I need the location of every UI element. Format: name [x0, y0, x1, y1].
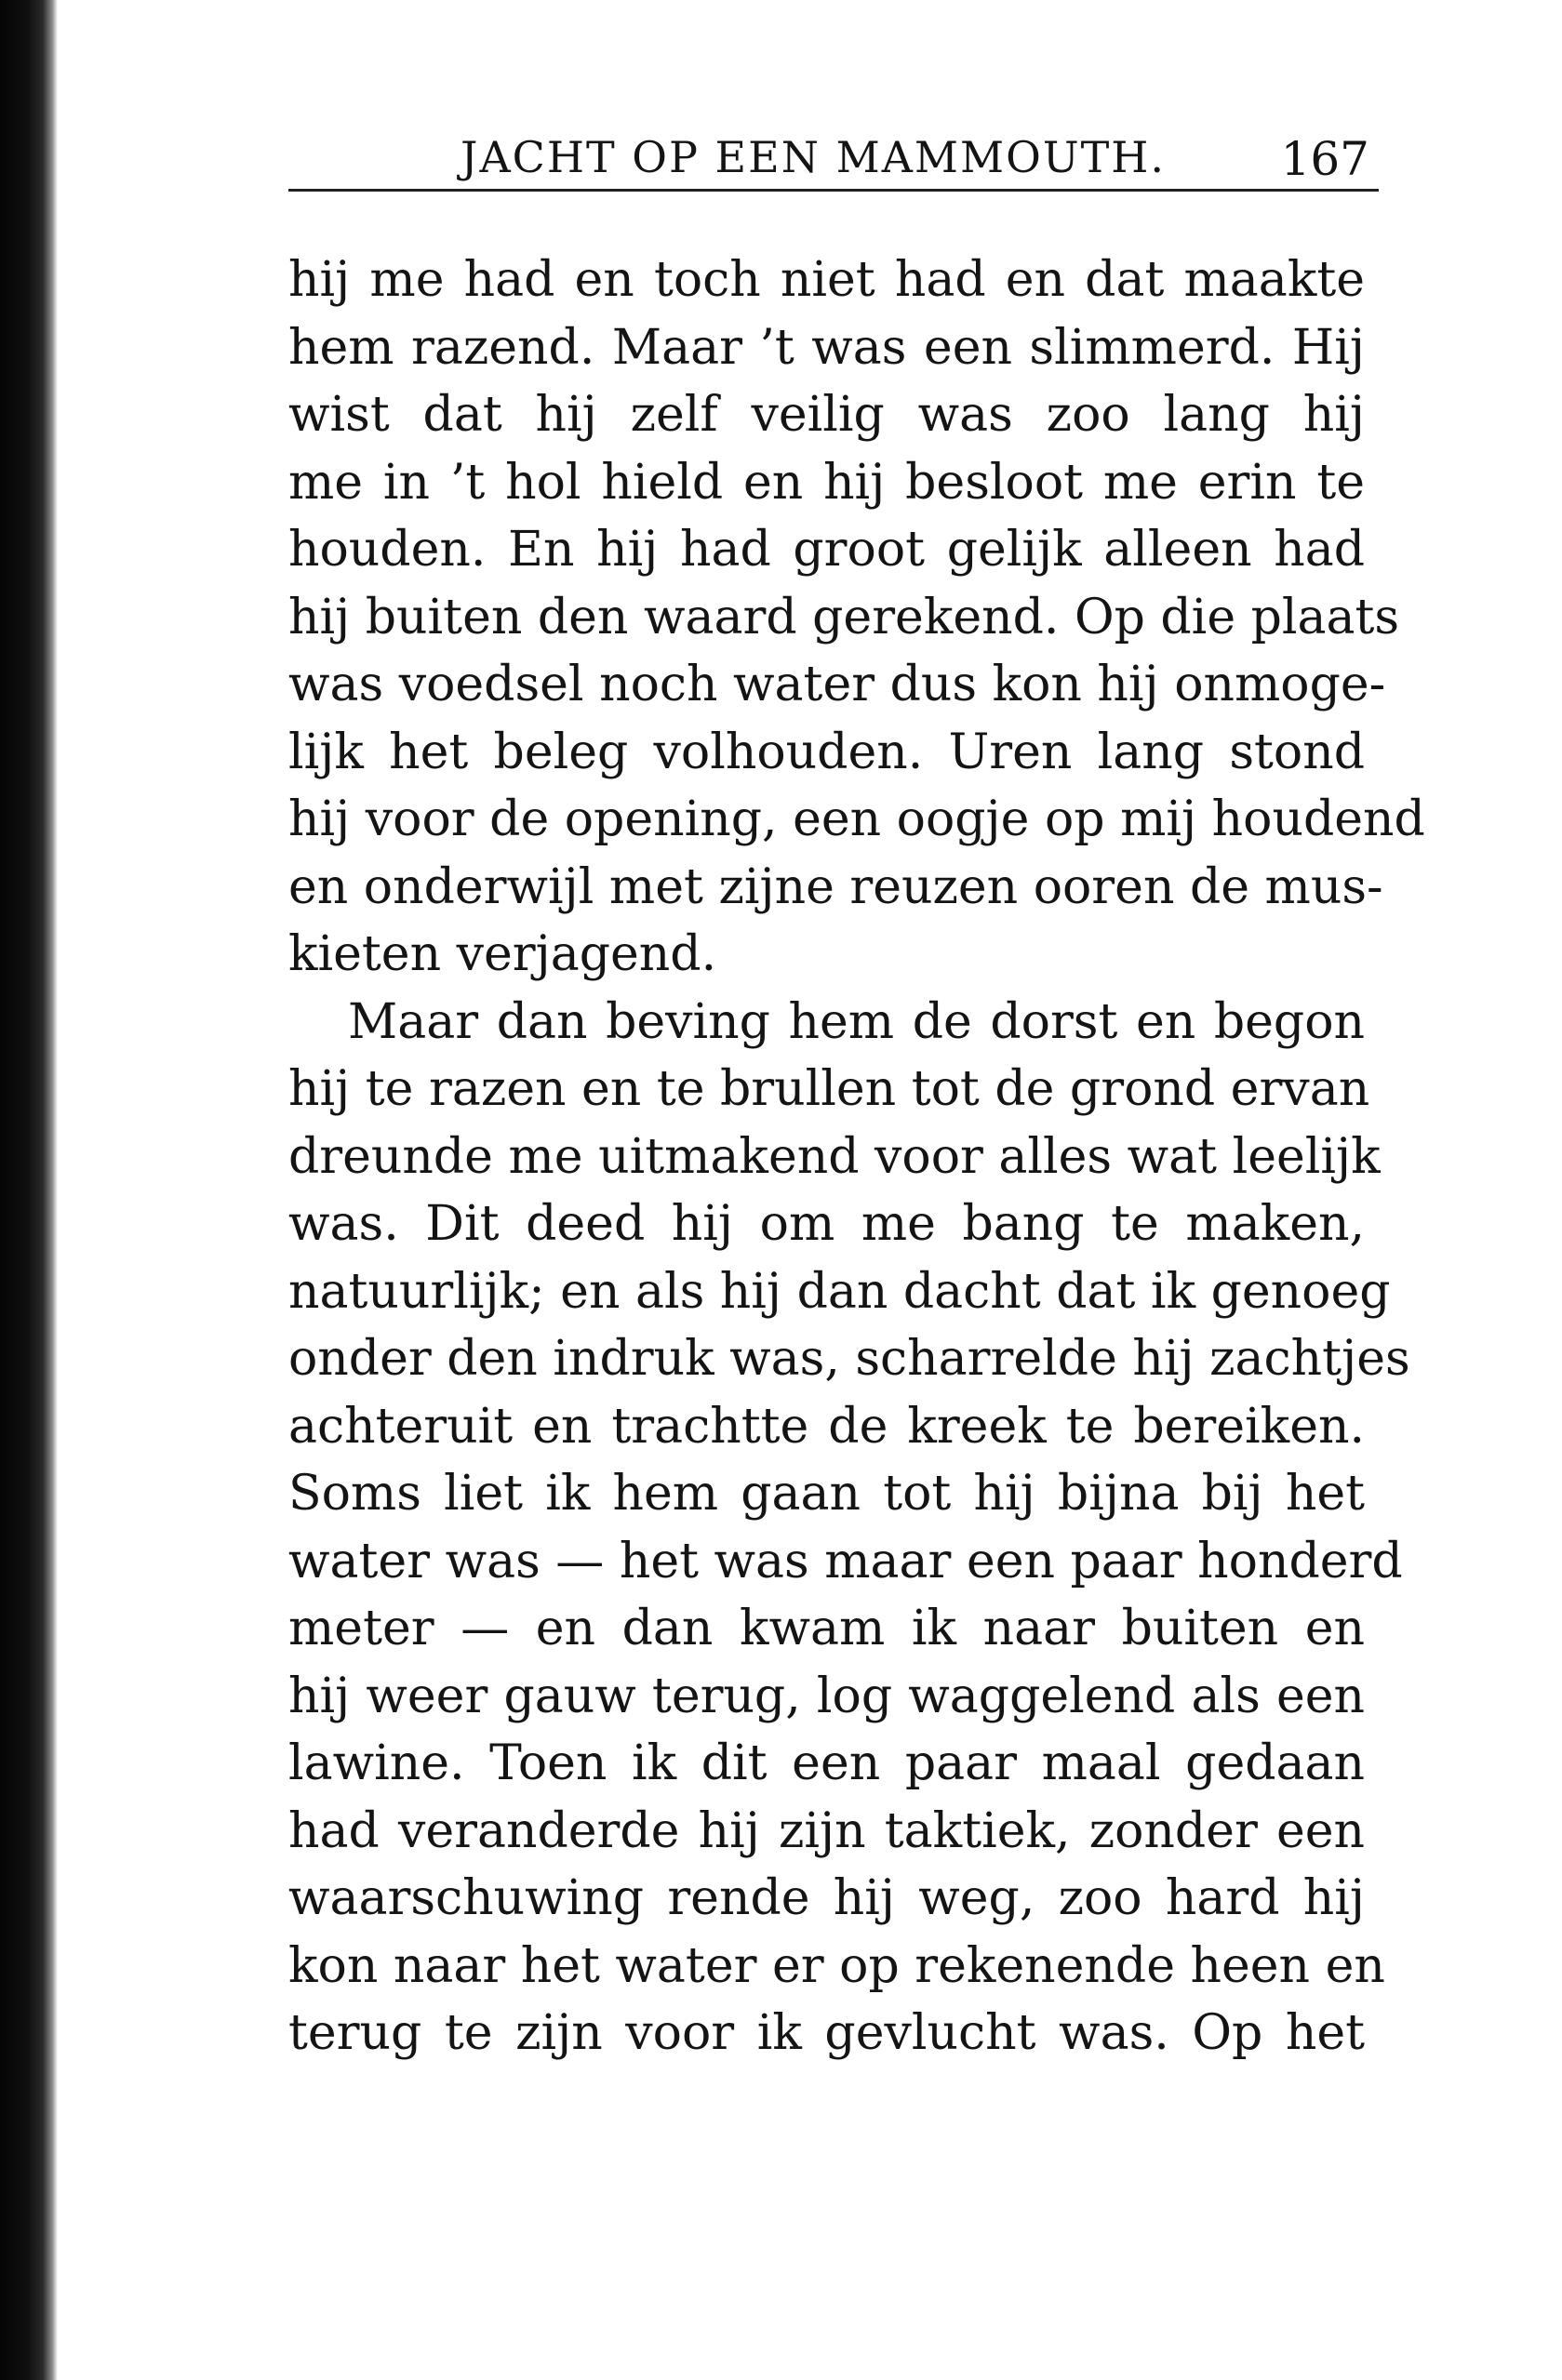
text-line: achteruit en trachtte de kreek te bereiken. [288, 1398, 1365, 1455]
text-line: hij voor de opening, een oogje op mij houdend [288, 791, 1425, 847]
text-line: hij buiten den waard gerekend. Op die plaats [288, 589, 1400, 645]
text-line: hij te razen en te brullen tot de grond ervan [288, 1061, 1370, 1117]
text-line: hij me had en toch niet had en dat maakte [288, 252, 1365, 308]
text-line: wist dat hij zelf veilig was zoo lang hij [288, 387, 1365, 443]
text-line: water was — het was maar een paar honderd [288, 1533, 1403, 1589]
text-line: waarschuwing rende hij weg, zoo hard hij [288, 1870, 1365, 1926]
text-line: lijk het beleg volhouden. Uren lang stond [288, 724, 1365, 780]
text-line: onder den indruk was, scharrelde hij zachtjes [288, 1331, 1410, 1387]
text-line: hij weer gauw terug, log waggelend als een [288, 1668, 1365, 1724]
running-head [288, 112, 1379, 186]
body-text [288, 246, 1425, 2068]
binding-shadow [0, 0, 58, 2380]
text-line: hem razend. Maar ’t was een slimmerd. Hij [288, 319, 1365, 376]
page-number: 167 [1280, 132, 1369, 186]
text-line: natuurlijk; en als hij dan dacht dat ik genoeg [288, 1263, 1391, 1320]
text-line: was. Dit deed hij om me bang te maken, [288, 1196, 1365, 1252]
text-line: was voedsel noch water dus kon hij onmoge- [288, 657, 1386, 712]
text-line: kon naar het water er op rekenende heen en [288, 1937, 1385, 1994]
running-title: JACHT OP EEN MAMMOUTH. [461, 132, 1167, 182]
text-line: Maar dan beving hem de dorst en begon [348, 993, 1365, 1050]
text-line: me in ’t hol hield en hij besloot me erin te [288, 454, 1365, 511]
text-line: had veranderde hij zijn taktiek, zonder een [288, 1802, 1365, 1859]
text-line: kieten verjagend. [288, 926, 717, 982]
text-line: meter — en dan kwam ik naar buiten en [288, 1601, 1365, 1656]
text-line: houden. En hij had groot gelijk alleen had [288, 522, 1365, 578]
header-rule [288, 189, 1379, 192]
text-line: lawine. Toen ik dit een paar maal gedaan [288, 1735, 1365, 1791]
text-line: Soms liet ik hem gaan tot hij bijna bij het [288, 1466, 1365, 1522]
text-line: dreunde me uitmakend voor alles wat leelijk [288, 1128, 1381, 1185]
text-line: terug te zijn voor ik gevlucht was. Op het [288, 2005, 1365, 2061]
text-line: en onderwijl met zijne reuzen ooren de mus- [288, 858, 1383, 915]
